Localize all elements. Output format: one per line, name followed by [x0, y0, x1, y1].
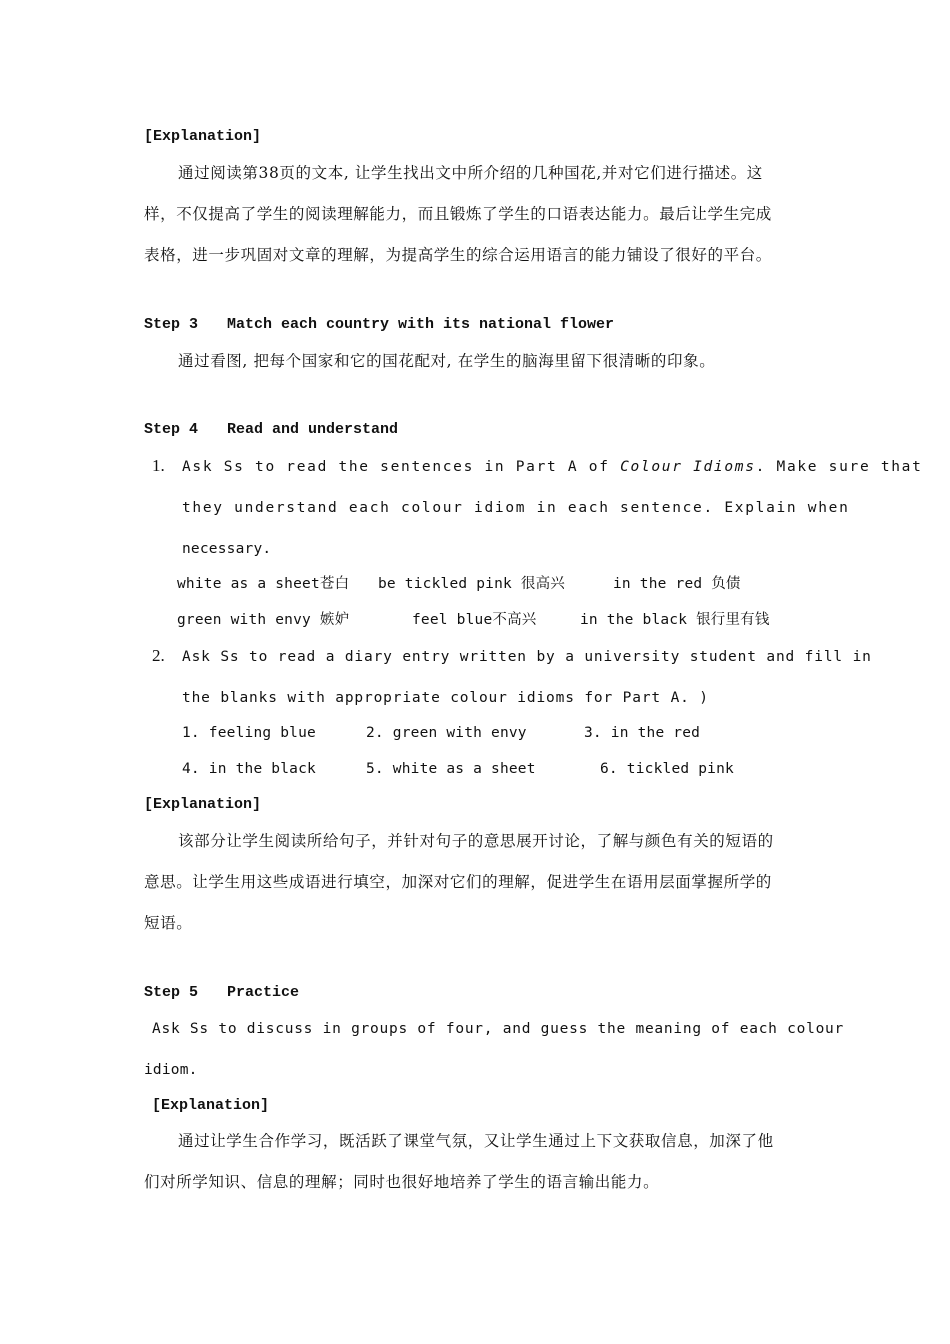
idiom: feel blue不高兴: [412, 612, 537, 628]
book-title: Colour Idioms: [620, 459, 756, 475]
step-3-label: Step 3: [144, 316, 199, 333]
step-4-label: Step 4: [144, 421, 199, 438]
step-5-label: Step 5: [144, 984, 199, 1001]
idiom: be tickled pink 很高兴: [378, 576, 565, 592]
idiom: white as a sheet苍白: [177, 576, 350, 592]
answer: 3. in the red: [584, 725, 701, 741]
paragraph-line: 们对所学知识、信息的理解；同时也很好地培养了学生的语言输出能力。: [144, 1173, 660, 1191]
paragraph-line: 表格，进一步巩固对文章的理解，为提高学生的综合运用语言的能力铺设了很好的平台。: [144, 246, 772, 264]
answer: 4. in the black: [182, 761, 316, 777]
list-item-1-line-1: Ask Ss to read the sentences in Part A of Colour Idioms. Make sure that: [182, 459, 923, 475]
paragraph-line: 样，不仅提高了学生的阅读理解能力，而且锻炼了学生的口语表达能力。最后让学生完成: [144, 205, 772, 223]
explanation-heading: [Explanation]: [152, 1097, 270, 1114]
paragraph-line: 该部分让学生阅读所给句子，并针对句子的意思展开讨论，了解与颜色有关的短语的: [178, 832, 774, 850]
idiom: in the black 银行里有钱: [580, 612, 770, 628]
step-3-title: Match each country with its national flower: [227, 316, 615, 333]
answer: 1. feeling blue: [182, 725, 316, 741]
paragraph-line: 意思。让学生用这些成语进行填空，加深对它们的理解，促进学生在语用层面掌握所学的: [144, 873, 772, 891]
explanation-heading: [Explanation]: [144, 796, 262, 813]
step-3-text: 通过看图, 把每个国家和它的国花配对, 在学生的脑海里留下很清晰的印象。: [178, 352, 716, 370]
list-item-2-line-1: Ask Ss to read a diary entry written by a university student and fill in: [182, 649, 872, 665]
paragraph-line: 通过让学生合作学习，既活跃了课堂气氛，又让学生通过上下文获取信息，加深了他: [178, 1132, 774, 1150]
answer: 2. green with envy: [366, 725, 527, 741]
answer: 6. tickled pink: [600, 761, 734, 777]
step-5-title: Practice: [227, 984, 300, 1001]
idiom: in the red 负债: [613, 576, 741, 592]
step-5-line-2: idiom.: [144, 1062, 198, 1078]
step-5-line-1: Ask Ss to discuss in groups of four, and guess the meaning of each colour: [152, 1021, 845, 1037]
paragraph-line: 短语。: [144, 914, 193, 932]
explanation-heading: [Explanation]: [144, 128, 262, 145]
list-item-1-line-2: they understand each colour idiom in each sentence. Explain when: [182, 500, 850, 516]
answer: 5. white as a sheet: [366, 761, 536, 777]
list-number: 1.: [152, 456, 165, 475]
list-number: 2.: [152, 646, 165, 665]
step-4-title: Read and understand: [227, 421, 399, 438]
paragraph-line: 通过阅读第38页的文本, 让学生找出文中所介绍的几种国花,并对它们进行描述。这: [178, 164, 763, 182]
list-item-1-line-3: necessary.: [182, 541, 272, 557]
list-item-2-line-2: the blanks with appropriate colour idioms for Part A. ): [182, 690, 709, 706]
idiom: green with envy 嫉妒: [177, 612, 350, 628]
